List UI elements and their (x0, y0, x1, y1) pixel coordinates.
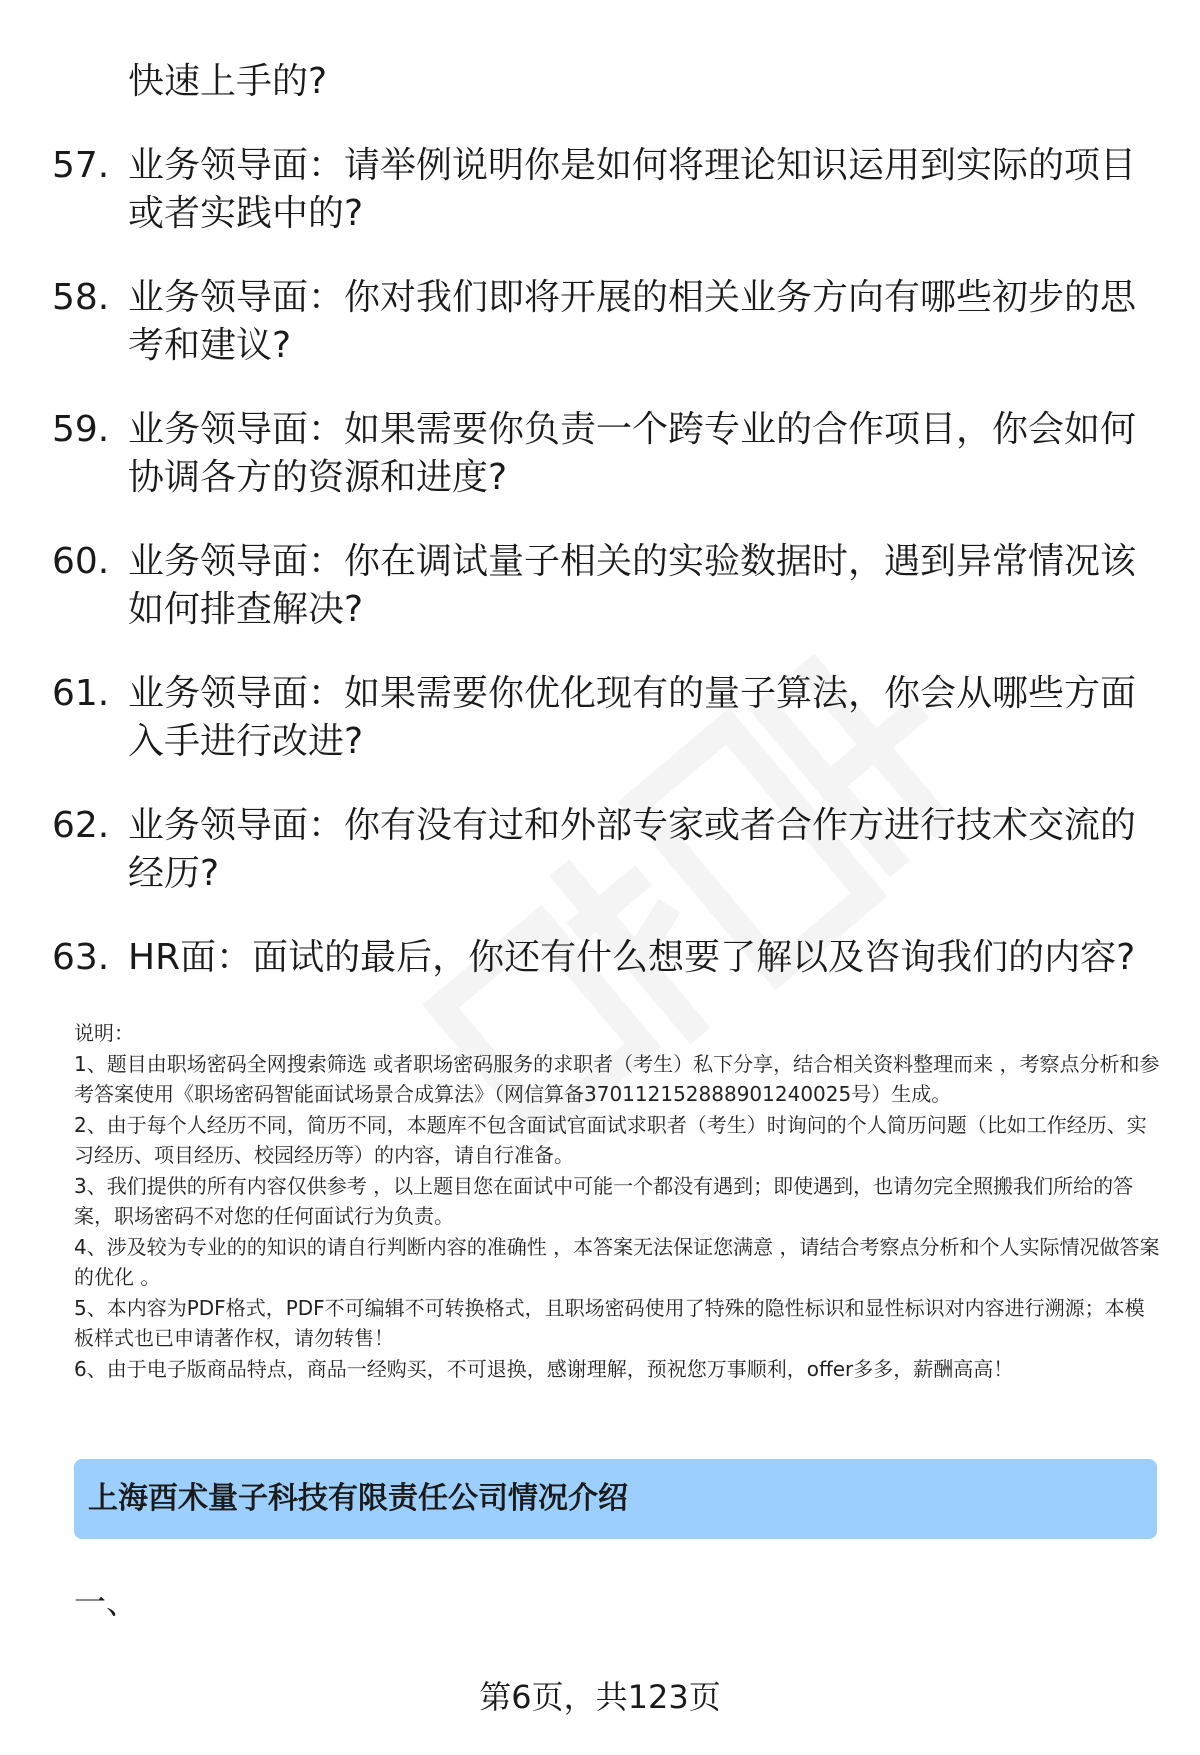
question-text: 业务领导面：请举例说明你是如何将理论知识运用到实际的项目或者实践中的? (128, 145, 1137, 234)
note-item: 3、我们提供的所有内容仅供参考 ，以上题目您在面试中可能一个都没有遇到；即使遇到，也请勿完全照搬我们所给的答案，职场密码不对您的任何面试行为负责。 (74, 1173, 1134, 1228)
note-item: 2、由于每个人经历不同，简历不同，本题库不包含面试官面试求职者（考生）时询问的个人简历问题（比如工作经历、实习经历、项目经历、校园经历等）的内容，请自行准备。 (74, 1112, 1147, 1167)
note-item: 4、涉及较为专业的的知识的请自行判断内容的准确性 ，本答案无法保证您满意 ，请结合考察点分析和个人实际情况做答案的优化 。 (74, 1234, 1160, 1289)
question-continuation: 快速上手的? (128, 61, 328, 102)
question-text: 业务领导面：如果需要你负责一个跨专业的合作项目，你会如何协调各方的资源和进度? (128, 409, 1137, 498)
question-number: 62. (52, 805, 110, 846)
notes-section (74, 1018, 1160, 1384)
question-text: 业务领导面：你有没有过和外部专家或者合作方进行技术交流的经历? (128, 805, 1137, 894)
section-heading: 一、 (74, 1583, 139, 1621)
question-text: 业务领导面：如果需要你优化现有的量子算法，你会从哪些方面入手进行改进? (128, 673, 1137, 762)
question-text: 业务领导面：你对我们即将开展的相关业务方向有哪些初步的思考和建议? (128, 277, 1137, 366)
question-number: 63. (52, 937, 110, 978)
question-item (0, 670, 1200, 802)
question-text: 业务领导面：你在调试量子相关的实验数据时，遇到异常情况该如何排查解决? (128, 541, 1137, 630)
note-item: 6、由于电子版商品特点，商品一经购买，不可退换，感谢理解，预祝您万事顺利，offer多多，薪酬高高！ (74, 1356, 1014, 1381)
company-section-title: 上海酉术量子科技有限责任公司情况介绍 (88, 1481, 628, 1516)
question-number: 61. (52, 673, 110, 714)
question-item (0, 406, 1200, 538)
question-text: HR面：面试的最后，你还有什么想要了解以及咨询我们的内容? (128, 937, 1136, 978)
question-list (0, 142, 1200, 1066)
question-number: 60. (52, 541, 110, 582)
note-item: 1、题目由职场密码全网搜索筛选 或者职场密码服务的求职者（考生）私下分享，结合相关资料整理而来 ，考察点分析和参考答案使用《职场密码智能面试场景合成算法》（网信算备370112152888901240025号）生成。 (74, 1051, 1160, 1106)
question-item (0, 802, 1200, 934)
question-item (0, 538, 1200, 670)
question-number: 58. (52, 277, 110, 318)
company-section-banner (74, 1459, 1157, 1539)
notes-heading: 说明： (74, 1021, 134, 1045)
question-number: 59. (52, 409, 110, 450)
page-number: 第6页，共123页 (479, 1678, 721, 1716)
note-item: 5、本内容为PDF格式，PDF不可编辑不可转换格式，且职场密码使用了特殊的隐性标识和显性标识对内容进行溯源；本模板样式也已申请著作权，请勿转售！ (74, 1295, 1145, 1350)
question-number: 57. (52, 145, 110, 186)
question-item (0, 274, 1200, 406)
question-item (0, 142, 1200, 274)
